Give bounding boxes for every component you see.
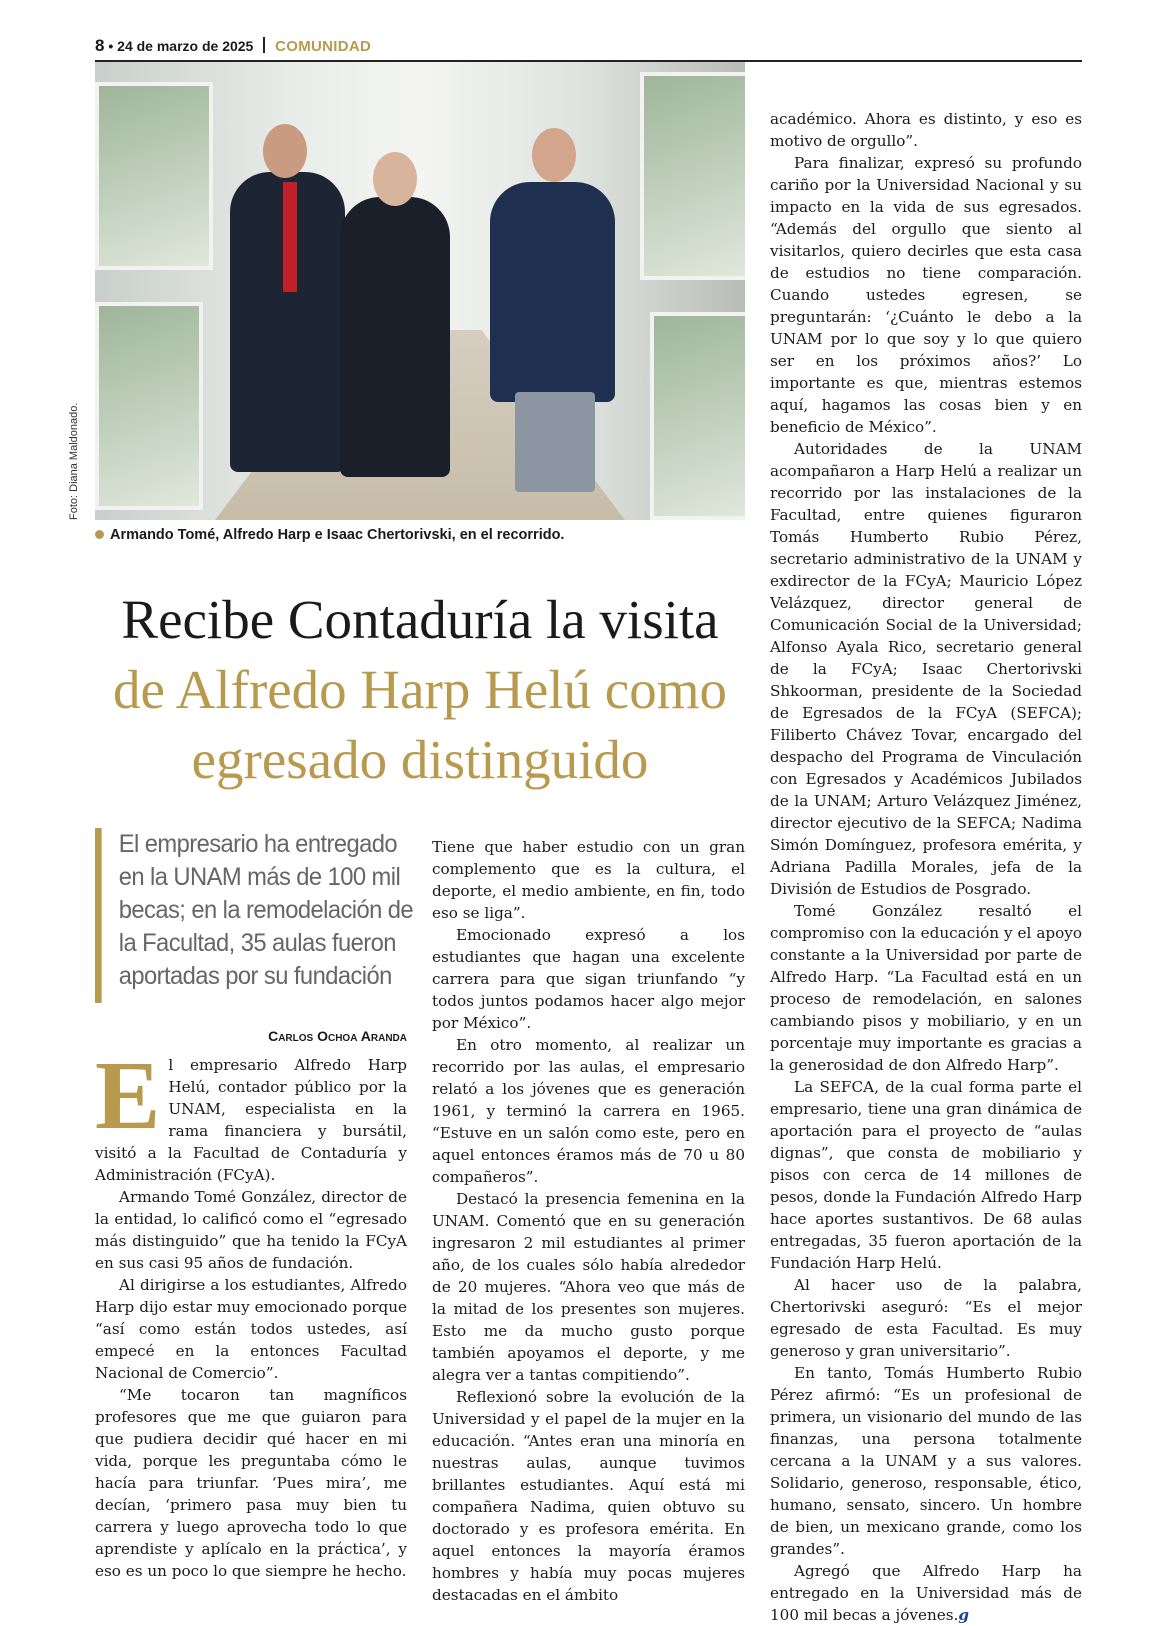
photo-caption: Armando Tomé, Alfredo Harp e Isaac Chertorivski, en el recorrido. [95,527,564,543]
issue-date: 24 de marzo de 2025 [117,38,254,54]
paragraph: Al hacer uso de la palabra, Chertorivski aseguró: “Es el mejor egresado de esta Facultad. Es muy generoso y gran universitario”. [770,1276,1082,1360]
headline-line-2: de Alfredo Harp Helú como egresado distinguido [113,659,727,790]
bullet: • [108,38,118,54]
drop-cap: E [95,1042,161,1150]
headline-line-1: Recibe Contaduría la visita [121,589,719,650]
page-header [95,36,1082,62]
paragraph: Autoridades de la UNAM acompañaron a Harp Helú a realizar un recorrido por las instalaciones de la Facultad, entre quienes figuraron Tomás Humberto Rubio Pérez, secretario administrativo de la UNAM y exdirector de la FCyA; Mauricio López Velázquez, director general de Comunicación Social de la Universidad; Alfonso Ayala Rico, secretario general de la FCyA; Isaac Chertorivski Shkoorman, presidente de la Sociedad de Egresados de la FCyA (SEFCA); Filiberto Chávez Tovar, encargado del despacho del Programa de Vinculación con Egresados y Académicos Jubilados de la UNAM; Arturo Velázquez Jiménez, director ejecutivo de la SEFCA; Nadima Simón Domínguez, profesora emérita, y Adriana Padilla Morales, jefa de la División de Estudios de Posgrado. [770,440,1082,898]
byline: Carlos Ochoa Aranda [268,1028,407,1044]
paragraph: Armando Tomé González, director de la entidad, lo calificó como el “egresado más distinguido” que ha tenido la FCyA en sus casi 95 años de fundación. [95,1188,407,1272]
paragraph: Tomé González resaltó el compromiso con la educación y el apoyo constante a la Universidad por parte de Alfredo Harp. “La Facultad está en un proceso de remodelación, en salones cambiando pisos y mobiliario, y en un porcentaje muy importante es gracias a la generosidad de don Alfredo Harp”. [770,902,1082,1074]
headline [95,585,745,795]
column-2 [432,836,745,1606]
paragraph: El empresario Alfredo Harp Helú, contador público por la UNAM, especialista en la rama financiera y bursátil, visitó a la Facultad de Contaduría y Administración (FCyA). [95,1042,407,1184]
caption-bullet-icon [95,530,104,539]
paragraph: La SEFCA, de la cual forma parte el empresario, tiene una gran dinámica de aportación para el proyecto de “aulas dignas”, que consta de mobiliario y pisos con cerca de 14 millones de pesos, donde la Fundación Alfredo Harp hace aportes sustantivos. De 68 aulas entregadas, 35 fueron aportación de la Fundación Harp Helú. [770,1078,1082,1272]
paragraph: “Me tocaron tan magníficos profesores que me que guiaron para que pudiera decidir qué hacer en mi vida, porque les preguntaba cómo le hacía para triunfar. ‘Pues mira’, me decían, ‘primero pasa muy bien tu carrera y luego aprovecha todo lo que aprendiste y aplícalo en la práctica’, y eso es un poco lo que siempre he hecho. [95,1386,407,1580]
paragraph: Al dirigirse a los estudiantes, Alfredo Harp dijo estar muy emocionado porque “así como están todos ustedes, así empecé en la entonces Facultad Nacional de Comercio”. [95,1276,407,1382]
paragraph: Agregó que Alfredo Harp ha entregado en la Universidad más de 100 mil becas a jóvenes.g [770,1562,1082,1624]
gaceta-end-mark-icon: g [958,1606,969,1624]
paragraph: Destacó la presencia femenina en la UNAM. Comentó que en su generación ingresaron 2 mil estudiantes al primer año, de los cuales sólo había alrededor de 20 mujeres. “Ahora veo que más de la mitad de los presentes son mujeres. Esto me da mucho gusto porque también apoyamos el deporte, y me alegra ver a tantas compitiendo”. [432,1190,745,1384]
paragraph: Reflexionó sobre la evolución de la Universidad y el papel de la mujer en la educación. “Antes eran una minoría en nuestras aulas, aunque tuvimos brillantes estudiantes. Aquí está mi compañera Nadima, quien obtuvo su doctorado y es profesora emérita. En aquel entonces la mayoría éramos hombres y había muy pocas mujeres destacadas en el ámbito [432,1388,745,1604]
article-photo [95,62,745,520]
paragraph: En tanto, Tomás Humberto Rubio Pérez afirmó: “Es un profesional de primera, un visionario del mundo de las finanzas, una persona totalmente cercana a la UNAM y a sus valores. Solidario, generoso, responsable, ético, humano, sensato, sincero. Un hombre de bien, un mexicano grande, como los grandes”. [770,1364,1082,1558]
page-number: 8 [95,36,105,55]
deck-summary: El empresario ha entregado en la UNAM más de 100 mil becas; en la remodelación de la Facultad, 35 aulas fueron aportadas por su fundación [95,828,413,1003]
divider [263,37,265,53]
paragraph: académico. Ahora es distinto, y eso es motivo de orgullo”. [770,110,1082,150]
section-name: COMUNIDAD [275,38,372,55]
paragraph: Emocionado expresó a los estudiantes que hagan una excelente carrera para que sigan triunfando “y todos juntos podamos hacer algo mejor por México”. [432,926,745,1032]
column-3 [770,108,1082,1626]
paragraph: En otro momento, al realizar un recorrido por las aulas, el empresario relató a los jóvenes que es generación 1961, y terminó la carrera en 1965. “Estuve en un salón como este, pero en aquel entonces éramos más de 70 u 80 compañeros”. [432,1036,745,1186]
paragraph: Tiene que haber estudio con un gran complemento que es la cultura, el deporte, el medio ambiente, en fin, todo eso se liga”. [432,838,745,922]
paragraph: Para finalizar, expresó su profundo cariño por la Universidad Nacional y su impacto en la vida de sus egresados. “Además del orgullo que siento al visitarlos, quiero decirles que esta casa de estudios no tiene comparación. Cuando ustedes egresen, se preguntarán: ‘¿Cuánto le debo a la UNAM por lo que soy y lo que quiero ser en los próximos años?’ Lo importante es que, mientras estemos aquí, hagamos las cosas bien y en beneficio de México”. [770,154,1082,436]
photo-credit: Foto: Diana Maldonado. [68,402,80,520]
column-1 [95,1042,407,1582]
